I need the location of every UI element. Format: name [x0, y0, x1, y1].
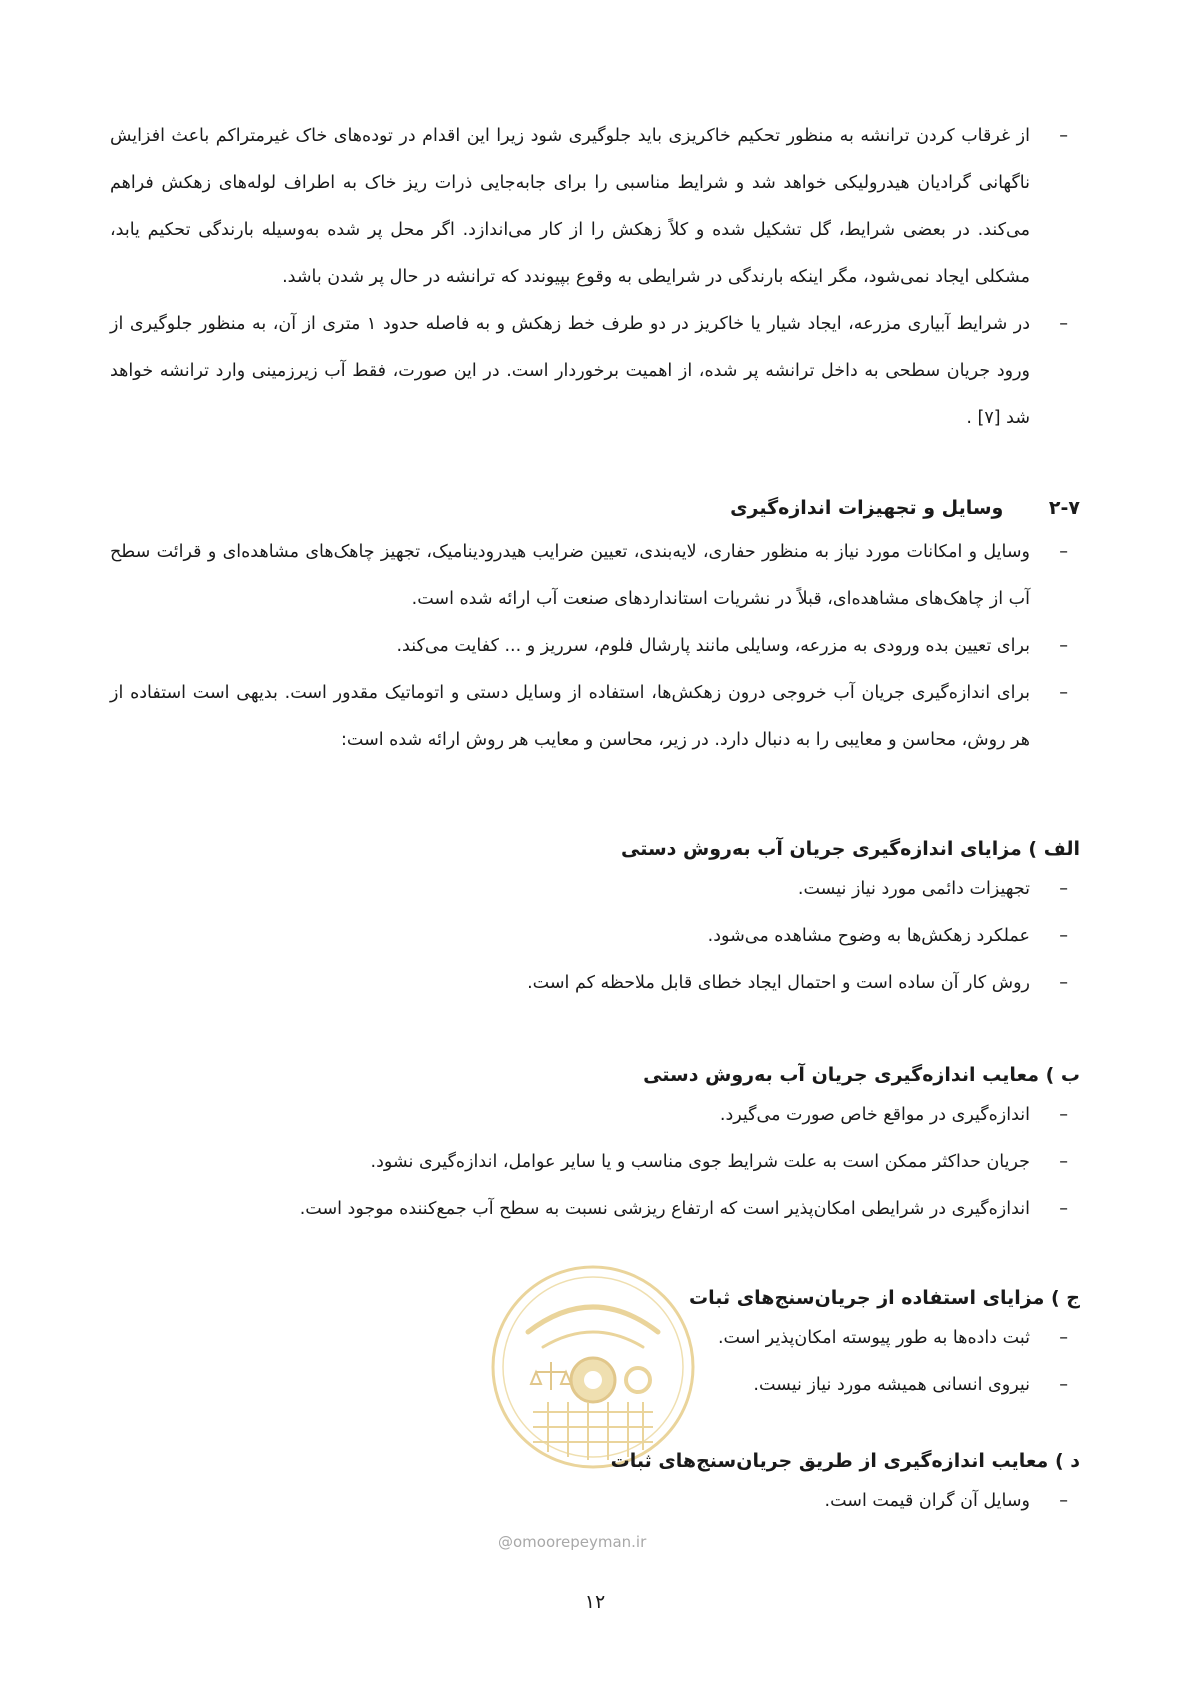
bullet-dash: – — [1059, 879, 1068, 899]
list-item — [110, 1092, 1080, 1139]
list-item-text: عملکرد زهکش‌ها به وضوح مشاهده می‌شود. — [707, 926, 1030, 946]
watermark-url: @omoorepeyman.ir — [498, 1533, 647, 1551]
list-item — [110, 623, 1080, 670]
list-item-text: برای اندازه‌گیری جریان آب خروجی درون زهکش‌ها، استفاده از وسایل دستی و اتوماتیک مقدور است. بدیهی است استفاده از هر روش، محاسن و معایبی را به دنبال دارد. در زیر، محاسن و معایب هر روش ارائه شده است: — [110, 683, 1030, 750]
page-number: ۱۲ — [584, 1591, 606, 1613]
bullet-dash: – — [1059, 314, 1068, 334]
subheading-c: ج ) مزایای استفاده از جریان‌سنج‌های ثبات — [689, 1287, 1080, 1309]
bullet-list-c — [110, 1315, 1080, 1409]
list-item — [110, 1186, 1080, 1233]
list-item — [110, 529, 1080, 623]
section-heading-7-2 — [110, 488, 1080, 528]
bullet-dash: – — [1059, 1375, 1068, 1395]
bullet-dash: – — [1059, 1328, 1068, 1348]
list-item-text: جریان حداکثر ممکن است به علت شرایط جوی مناسب و یا سایر عوامل، اندازه‌گیری نشود. — [370, 1152, 1030, 1172]
list-item — [110, 1139, 1080, 1186]
list-item-text: نیروی انسانی همیشه مورد نیاز نیست. — [753, 1375, 1030, 1395]
bullet-dash: – — [1059, 542, 1068, 562]
list-item — [110, 913, 1080, 960]
bullet-dash: – — [1059, 1152, 1068, 1172]
list-item-text: برای تعیین بده ورودی به مزرعه، وسایلی مانند پارشال فلوم، سرریز و ... کفایت می‌کند. — [396, 636, 1030, 656]
bullet-list-b — [110, 1092, 1080, 1233]
list-item — [110, 1315, 1080, 1362]
bullet-list-trench-filling — [110, 113, 1080, 442]
bullet-dash: – — [1059, 926, 1068, 946]
list-item-text: تجهیزات دائمی مورد نیاز نیست. — [797, 879, 1030, 899]
bullet-dash: – — [1059, 1105, 1068, 1125]
section-title: وسایل و تجهیزات اندازه‌گیری — [730, 497, 1004, 519]
bullet-list-d — [110, 1478, 1080, 1525]
list-item — [110, 1362, 1080, 1409]
subheading-a: الف ) مزایای اندازه‌گیری جریان آب به‌روش دستی — [620, 838, 1080, 860]
list-item — [110, 113, 1080, 301]
bullet-list-equipment — [110, 529, 1080, 764]
bullet-dash: – — [1059, 973, 1068, 993]
bullet-dash: – — [1059, 1491, 1068, 1511]
bullet-dash: – — [1059, 636, 1068, 656]
list-item — [110, 670, 1080, 764]
list-item-text: وسایل آن گران قیمت است. — [824, 1491, 1030, 1511]
list-item-text: وسایل و امکانات مورد نیاز به منظور حفاری، لایه‌بندی، تعیین ضرایب هیدرودینامیک، تجهیز چاهک‌های مشاهده‌ای و قرائت سطح آب از چاهک‌های مشاهده‌ای، قبلاً در نشریات استانداردهای صنعت آب ارائه شده است. — [110, 542, 1030, 609]
list-item — [110, 1478, 1080, 1525]
list-item-text: اندازه‌گیری در مواقع خاص صورت می‌گیرد. — [719, 1105, 1030, 1125]
list-item-text: در شرایط آبیاری مزرعه، ایجاد شیار یا خاکریز در دو طرف خط زهکش و به فاصله حدود ۱ متری از آن، به منظور جلوگیری از ورود جریان سطحی به داخل ترانشه پر شده، از اهمیت برخوردار است. در این صورت، فقط آب زیرزمینی وارد ترانشه خواهد شد [۷] . — [110, 314, 1030, 428]
section-number: ۲-۷ — [1048, 497, 1080, 519]
bullet-list-a — [110, 866, 1080, 1007]
subheading-b: ب ) معایب اندازه‌گیری جریان آب به‌روش دستی — [643, 1064, 1080, 1086]
list-item — [110, 301, 1080, 442]
bullet-dash: – — [1059, 1199, 1068, 1219]
subheading-d: د ) معایب اندازه‌گیری از طریق جریان‌سنج‌های ثبات — [610, 1450, 1080, 1472]
bullet-dash: – — [1059, 683, 1068, 703]
list-item-text: ثبت داده‌ها به طور پیوسته امکان‌پذیر است. — [717, 1328, 1030, 1348]
list-item — [110, 866, 1080, 913]
list-item — [110, 960, 1080, 1007]
list-item-text: روش کار آن ساده است و احتمال ایجاد خطای قابل ملاحظه کم است. — [527, 973, 1030, 993]
list-item-text: اندازه‌گیری در شرایطی امکان‌پذیر است که ارتفاع ریزشی نسبت به سطح آب جمع‌کننده موجود است. — [299, 1199, 1030, 1219]
list-item-text: از غرقاب کردن ترانشه به منظور تحکیم خاکریزی باید جلوگیری شود زیرا این اقدام در توده‌های خاک غیرمتراکم باعث افزایش ناگهانی گرادیان هیدرولیکی خواهد شد و شرایط مناسبی را برای جابه‌جایی ذرات ریز خاک به اطراف لوله‌های زهکش فراهم می‌کند. در بعضی شرایط، گل تشکیل شده و کلاً زهکش را از کار می‌اندازد. اگر محل پر شده به‌وسیله بارندگی تحکیم یابد، مشکلی ایجاد نمی‌شود، مگر اینکه بارندگی در شرایطی به وقوع بپیوندد که ترانشه در حال پر شدن باشد. — [110, 126, 1030, 287]
bullet-dash: – — [1059, 126, 1068, 146]
